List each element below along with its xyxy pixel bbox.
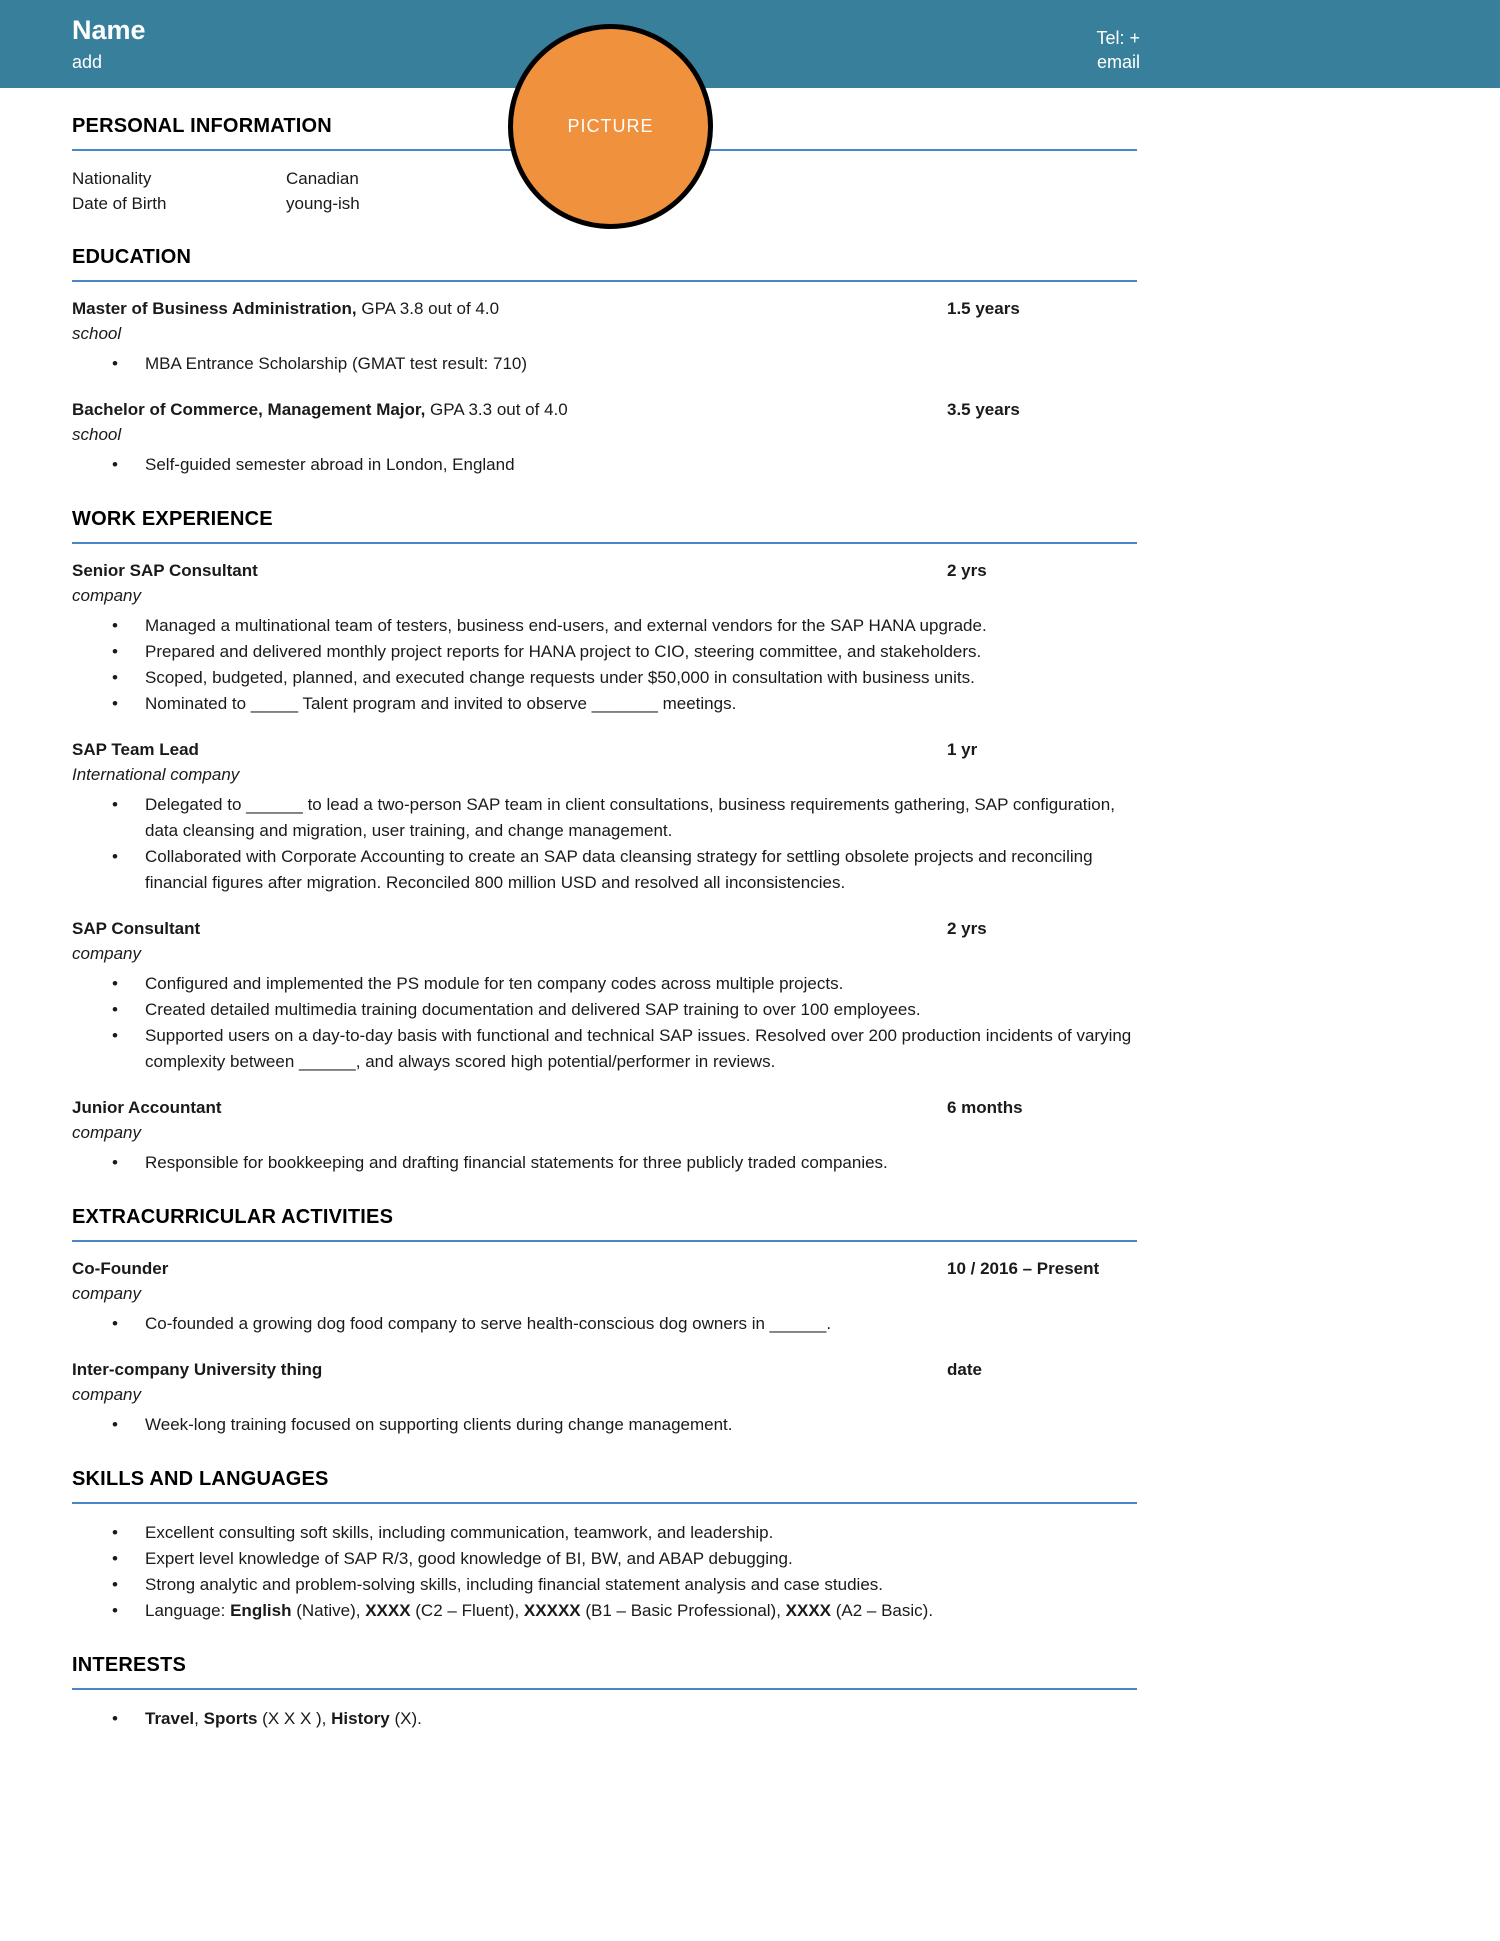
entry-subtitle: company [72,943,141,963]
entry-subtitle: school [72,324,122,344]
education-entry [72,399,1137,478]
entry-bullet-list [72,1150,1137,1176]
section-extracurricular-activities [72,1206,1137,1438]
entry-subtitle: company [72,586,141,606]
section-title-interests: INTERESTS [72,1654,1137,1690]
section-title-work-experience: WORK EXPERIENCE [72,508,1137,544]
bullet-item-languages: • Language: English (Native), XXXX (C2 – Fluent), XXXXX (B1 – Basic Professional), XXXX (A2 – Basic). [72,1598,1137,1624]
entry-title-rest: GPA 3.3 out of 4.0 [425,400,568,420]
entry-bullet-list [72,971,1137,1075]
entry-title [72,1258,168,1281]
field-label: Nationality [72,169,152,188]
bullet-item: • Excellent consulting soft skills, including communication, teamwork, and leadership. [72,1520,1137,1546]
entry-title-rest: GPA 3.8 out of 4.0 [356,299,500,319]
field-value: young-ish [286,193,360,213]
education-entry [72,298,1137,377]
bullet-item: • Week-long training focused on supporting clients during change management. [72,1412,1137,1438]
bullet-item: • Delegated to ______ to lead a two-person SAP team in client consultations, business requirements gathering, SAP configuration, data cleansing and migration, user training, and change management. [72,792,1137,844]
bullet-item: • Created detailed multimedia training documentation and delivered SAP training to over 100 employees. [72,997,1137,1023]
entry-title-bold: Inter-company University thing [72,1359,323,1379]
entry-title [72,560,258,583]
entry-duration: 2 yrs [947,561,987,581]
bullet-item: • Collaborated with Corporate Accounting to create an SAP data cleansing strategy for settling obsolete projects and reconciling financial figures after migration. Reconciled 800 million USD and resolved all inconsistencies. [72,844,1137,896]
page-title: Name [72,15,146,45]
entry-duration: date [947,1359,982,1379]
section-title-education: EDUCATION [72,246,1137,282]
entry-subtitle: school [72,425,122,445]
entry-subtitle: company [72,1384,141,1404]
section-education [72,246,1137,478]
entry-title [72,739,199,762]
bullet-item: • MBA Entrance Scholarship (GMAT test result: 710) [72,351,1137,377]
entry-subtitle: International company [72,765,240,785]
entry-duration: 1.5 years [947,299,1020,319]
entry-head [72,739,1137,762]
header-email: email [1096,52,1140,73]
entry-duration: 6 months [947,1097,1023,1117]
bullet-item: • Nominated to _____ Talent program and invited to observe _______ meetings. [72,691,1137,717]
section-work-experience [72,508,1137,1176]
entry-title-bold: SAP Team Lead [72,740,199,760]
entry-title [72,918,200,941]
entry-head [72,298,1137,321]
entry-title-bold: Master of Business Administration, [72,299,357,319]
field-value: Canadian [286,169,359,188]
header-tel: Tel: + [1096,28,1140,48]
section-title-skills: SKILLS AND LANGUAGES [72,1468,1137,1504]
header-address: add [72,51,103,72]
interests-bullet-list [72,1706,1137,1732]
work-entry [72,918,1137,1075]
bullet-item: • Configured and implemented the PS module for ten company codes across multiple projects. [72,971,1137,997]
entry-subtitle: company [72,1122,141,1142]
extracurricular-entry [72,1258,1137,1337]
entry-title-bold: Co-Founder [72,1258,169,1278]
entry-bullet-list [72,613,1137,717]
section-title-extracurricular: EXTRACURRICULAR ACTIVITIES [72,1206,1137,1242]
section-title-personal: PERSONAL INFORMATION [72,115,1137,151]
extracurricular-entry [72,1359,1137,1438]
entry-title-bold: Senior SAP Consultant [72,561,258,581]
resume-content [0,88,1500,1732]
bullet-item-interests: • Travel, Sports (X X X ), History (X). [72,1706,1137,1732]
header-bar [0,0,1500,88]
bullet-item: • Scoped, budgeted, planned, and executed change requests under $50,000 in consultation with business units. [72,665,1137,691]
picture-label: PICTURE [567,116,654,136]
bullet-item: • Prepared and delivered monthly project reports for HANA project to CIO, steering committee, and stakeholders. [72,639,1137,665]
work-entry [72,739,1137,896]
entry-duration: 3.5 years [947,400,1020,420]
entry-bullet-list [72,351,1137,377]
entry-title [72,1359,322,1382]
entry-head [72,560,1137,583]
bullet-item: • Managed a multinational team of testers, business end-users, and external vendors for the SAP HANA upgrade. [72,613,1137,639]
entry-title [72,399,568,422]
entry-bullet-list [72,452,1137,478]
bullet-item: • Supported users on a day-to-day basis with functional and technical SAP issues. Resolved over 200 production incidents of varying complexity between ______, and always scored high potential/performer in reviews. [72,1023,1137,1075]
entry-head [72,918,1137,941]
entry-bullet-list [72,1311,1137,1337]
entry-title [72,298,499,321]
section-interests [72,1654,1137,1732]
entry-title-bold: Junior Accountant [72,1097,222,1117]
entry-title [72,1097,222,1120]
entry-duration: 1 yr [947,740,978,760]
section-skills-and-languages [72,1468,1137,1624]
entry-bullet-list [72,1412,1137,1438]
entry-bullet-list [72,792,1137,896]
work-entry [72,560,1137,717]
bullet-item: • Co-founded a growing dog food company to serve health-conscious dog owners in ______. [72,1311,1137,1337]
entry-head [72,399,1137,422]
entry-head [72,1359,1137,1382]
entry-head [72,1097,1137,1120]
header-name-block [72,16,146,73]
profile-picture-placeholder [508,24,713,229]
entry-head [72,1258,1137,1281]
skills-bullet-list [72,1520,1137,1624]
work-entry [72,1097,1137,1176]
entry-title-bold: SAP Consultant [72,919,201,939]
entry-duration: 2 yrs [947,919,987,939]
bullet-item: • Expert level knowledge of SAP R/3, good knowledge of BI, BW, and ABAP debugging. [72,1546,1137,1572]
entry-subtitle: company [72,1283,141,1303]
entry-title-bold: Bachelor of Commerce, Management Major, [72,400,426,420]
field-label: Date of Birth [72,193,167,213]
entry-duration: 10 / 2016 – Present [947,1258,1100,1278]
bullet-item: • Strong analytic and problem-solving skills, including financial statement analysis and case studies. [72,1572,1137,1598]
bullet-item: • Responsible for bookkeeping and drafting financial statements for three publicly traded companies. [72,1150,1137,1176]
header-contact-block [1096,26,1140,75]
bullet-item: • Self-guided semester abroad in London, England [72,452,1137,478]
